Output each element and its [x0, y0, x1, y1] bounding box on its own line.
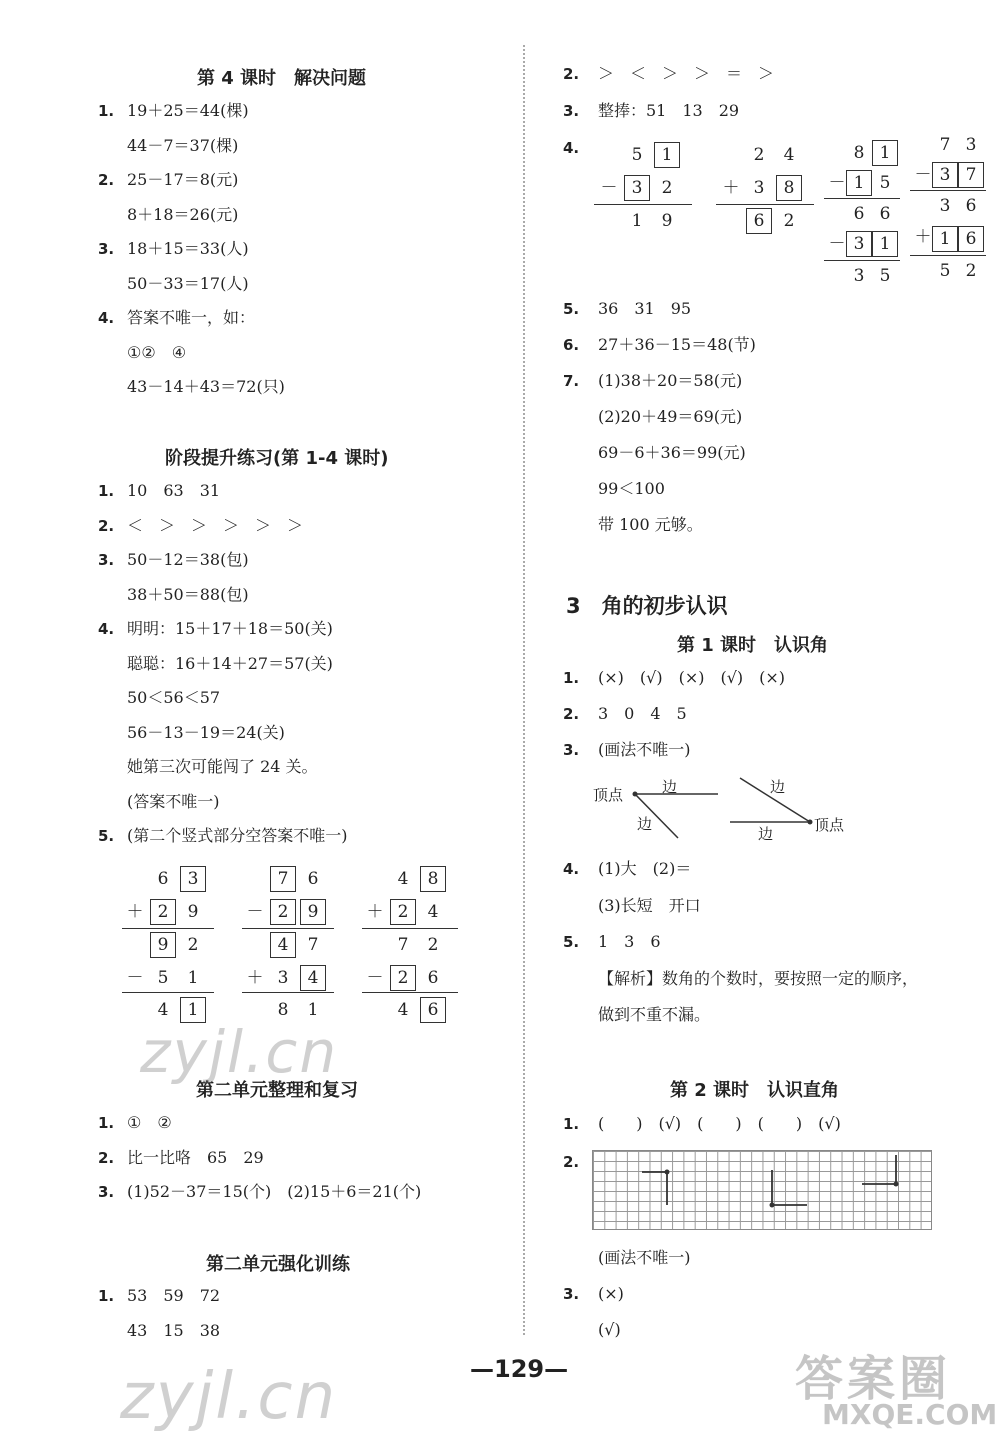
- item-number: 2.: [563, 705, 580, 723]
- answer-line: 36 31 95: [598, 299, 692, 318]
- item-number: 1.: [98, 1114, 115, 1132]
- answer-line: (×) (√) (×) (√) (×): [598, 668, 786, 687]
- section-heading-stage-practice: 阶段提升练习(第 1-4 课时): [165, 448, 389, 469]
- answer-line: 3 0 4 5: [598, 704, 687, 723]
- answer-line: 她第三次可能闯了 24 关。: [127, 757, 318, 776]
- item-number: 3.: [563, 741, 580, 759]
- answer-line: 整捧：51 13 29: [598, 101, 740, 120]
- item-number: 1.: [563, 1115, 580, 1133]
- item-number: 2.: [98, 516, 115, 535]
- answer-line: 50＜56＜57: [127, 688, 221, 707]
- answer-line: (1)38＋20＝58(元): [598, 371, 743, 390]
- answer-line: ＞ ＜ ＞ ＞ ＝ ＞: [598, 64, 775, 83]
- item-number: 2.: [563, 65, 580, 83]
- item-number: 3.: [98, 1183, 115, 1201]
- answer-line: 43－14＋43＝72(只): [127, 377, 285, 396]
- item-number: 5.: [563, 933, 580, 951]
- answer-line: 69－6＋36＝99(元): [598, 443, 746, 462]
- section-heading-lesson1: 第 1 课时 认识角: [677, 635, 829, 656]
- item-number: 3.: [98, 240, 115, 258]
- logo-watermark: 答案圈: [795, 1351, 952, 1407]
- item-number: 3.: [563, 1285, 580, 1303]
- item-number: 3.: [98, 551, 115, 569]
- answer-line: 43 15 38: [127, 1321, 221, 1340]
- chapter-title: 3 角的初步认识: [566, 594, 728, 618]
- column-divider: [523, 45, 525, 1335]
- logo-url-watermark: MXQE.COM: [822, 1398, 998, 1431]
- answer-line: 18＋15＝33(人): [127, 239, 249, 258]
- answer-line: (答案不唯一): [127, 791, 220, 811]
- vertex-label-2: 顶点: [814, 816, 845, 834]
- section-heading-review: 第二单元整理和复习: [196, 1080, 358, 1101]
- answer-line: 明明：15＋17＋18＝50(关): [127, 619, 333, 638]
- answer-line: 56－13－19＝24(关): [127, 722, 285, 742]
- answer-line: 带 100 元够。: [598, 515, 703, 534]
- answer-line: 聪聪：16＋14＋27＝57(关): [127, 653, 333, 673]
- answer-line: (2)20＋49＝69(元): [598, 407, 743, 426]
- answer-line: 答案不唯一，如：: [127, 308, 256, 327]
- answer-line: (画法不唯一): [598, 740, 691, 759]
- answer-line: (第二个竖式部分空答案不唯一): [127, 826, 348, 845]
- answer-line: 19＋25＝44(棵): [127, 101, 249, 120]
- item-number: 3.: [563, 102, 580, 120]
- item-number: 1.: [98, 482, 115, 500]
- answer-line: 50－12＝38(包): [127, 550, 249, 569]
- answer-line: 比一比咯 65 29: [127, 1147, 264, 1167]
- item-number: 1.: [563, 669, 580, 687]
- item-number: 2.: [563, 1153, 580, 1171]
- section-heading-lesson2: 第 2 课时 认识直角: [670, 1080, 840, 1101]
- answer-line: 27＋36－15＝48(节): [598, 335, 756, 354]
- side-label-4: 边: [758, 825, 774, 843]
- answer-line: 25－17＝8(元): [127, 170, 239, 189]
- answer-line: (画法不唯一): [598, 1248, 691, 1267]
- answer-line: ＜ ＞ ＞ ＞ ＞ ＞: [127, 515, 304, 535]
- item-number: 4.: [563, 860, 580, 878]
- item-number: 2.: [98, 1148, 115, 1167]
- vertex-label-1: 顶点: [593, 786, 624, 804]
- item-number: 4.: [98, 620, 115, 638]
- answer-line: 99＜100: [598, 479, 665, 498]
- answer-line: ① ②: [127, 1113, 172, 1132]
- watermark-2: zyjl.cn: [120, 1360, 338, 1434]
- answer-line: 做到不重不漏。: [598, 1005, 711, 1024]
- section-heading-training: 第二单元强化训练: [206, 1254, 350, 1275]
- answer-line: 50－33＝17(人): [127, 273, 249, 293]
- item-number: 1.: [98, 1287, 115, 1305]
- answer-line: ①② ④: [127, 342, 187, 362]
- answer-line: 【解析】数角的个数时，要按照一定的顺序，: [598, 968, 919, 988]
- watermark-1: zyjl.cn: [140, 1018, 339, 1086]
- answer-line: 44－7＝37(棵): [127, 135, 239, 155]
- item-number: 6.: [563, 336, 580, 354]
- answer-line: 10 63 31: [127, 481, 221, 500]
- item-number: 7.: [563, 372, 580, 390]
- answer-line: 53 59 72: [127, 1286, 221, 1305]
- answer-line: 1 3 6: [598, 932, 661, 951]
- answer-line: (×): [598, 1284, 624, 1303]
- item-number: 1.: [98, 102, 115, 120]
- item-number: 4.: [563, 139, 580, 157]
- answer-line: 8＋18＝26(元): [127, 204, 239, 224]
- side-label-3: 边: [770, 778, 786, 796]
- answer-line: (1)52－37＝15(个) (2)15＋6＝21(个): [127, 1182, 422, 1201]
- item-number: 4.: [98, 309, 115, 327]
- answer-line: (√): [598, 1320, 621, 1339]
- answer-line: ( ) (√) ( ) ( ) (√): [598, 1114, 841, 1133]
- answer-line: (1)大 (2)＝: [598, 859, 692, 878]
- item-number: 5.: [563, 300, 580, 318]
- side-label-2: 边: [637, 815, 653, 833]
- section-heading-lesson4: 第 4 课时 解决问题: [197, 68, 367, 89]
- side-label-1: 边: [662, 778, 678, 796]
- right-angle-drawings: [592, 1150, 932, 1230]
- page-number: —129—: [470, 1355, 569, 1383]
- item-number: 5.: [98, 827, 115, 845]
- item-number: 2.: [98, 171, 115, 189]
- answer-line: (3)长短 开口: [598, 895, 701, 915]
- answer-line: 38＋50＝88(包): [127, 584, 249, 604]
